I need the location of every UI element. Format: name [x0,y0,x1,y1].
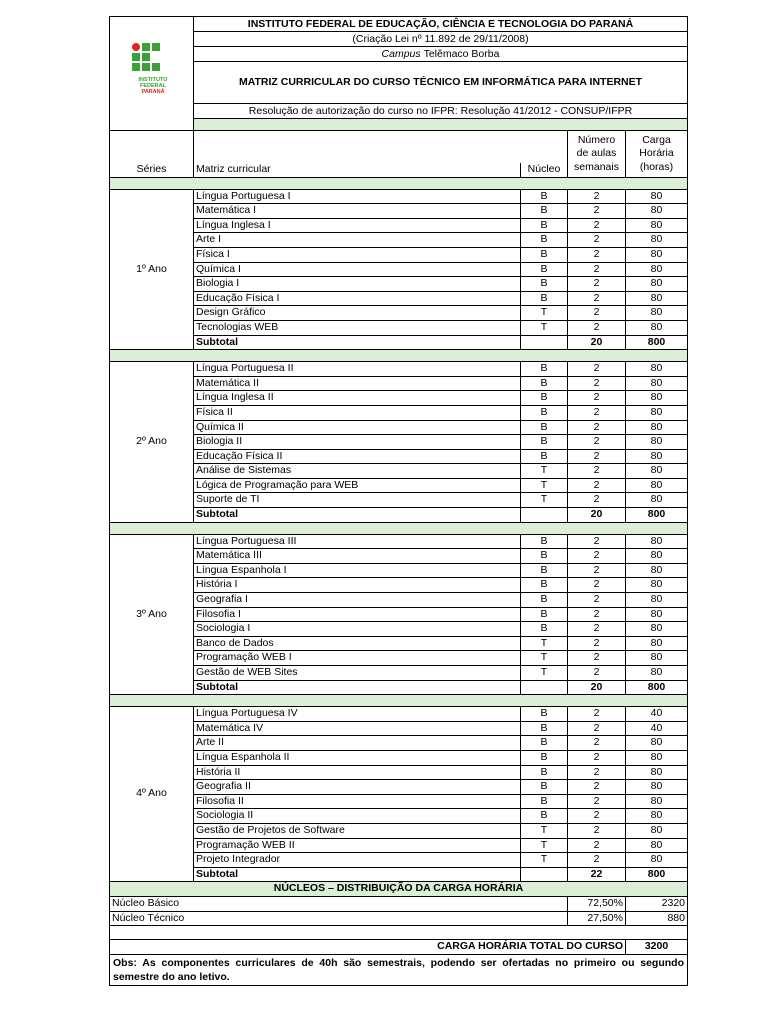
subject-nucleus: B [521,721,568,736]
subject-row [110,622,688,637]
subject-weekly-classes: 2 [568,362,626,377]
subject-hours: 80 [626,277,688,292]
subject-weekly-classes: 2 [568,189,626,204]
subject-weekly-classes: 2 [568,376,626,391]
subtotal-weekly: 20 [568,680,626,695]
subtotal-hours: 800 [626,680,688,695]
subtotal-label: Subtotal [194,680,521,695]
subtotal-weekly: 22 [568,867,626,882]
subject-nucleus: B [521,391,568,406]
subject-row [110,563,688,578]
year-label: 4º Ano [110,707,194,882]
subject-weekly-classes: 2 [568,563,626,578]
subtotal-row [110,680,688,695]
subject-weekly-classes: 2 [568,534,626,549]
subject-name: Programação WEB I [194,651,521,666]
subject-nucleus: T [521,853,568,868]
subject-name: Língua Inglesa I [194,218,521,233]
subject-name: Geografia II [194,780,521,795]
header-band [194,119,688,131]
subject-hours: 80 [626,320,688,335]
subject-row [110,838,688,853]
subject-weekly-classes: 2 [568,765,626,780]
subject-weekly-classes: 2 [568,493,626,508]
subject-weekly-classes: 2 [568,233,626,248]
subject-hours: 80 [626,736,688,751]
subtotal-row [110,867,688,882]
subject-name: Suporte de TI [194,493,521,508]
subject-weekly-classes: 2 [568,636,626,651]
subject-hours: 80 [626,593,688,608]
subject-name: Educação Física I [194,291,521,306]
document-title: MATRIZ CURRICULAR DO CURSO TÉCNICO EM INFORMÁTICA PARA INTERNET [194,62,688,104]
subtotal-label: Subtotal [194,867,521,882]
subject-nucleus: B [521,593,568,608]
subtotal-hours: 800 [626,867,688,882]
subject-name: Arte II [194,736,521,751]
subject-nucleus: T [521,636,568,651]
subject-nucleus: T [521,651,568,666]
distribution-row [110,896,688,911]
subject-nucleus: B [521,549,568,564]
subject-hours: 80 [626,750,688,765]
total-value: 3200 [626,940,688,955]
subject-row [110,493,688,508]
subject-weekly-classes: 2 [568,247,626,262]
subject-row [110,435,688,450]
subject-name: Matemática IV [194,721,521,736]
subject-nucleus: B [521,765,568,780]
col-header-subject: Matriz curricular [194,163,521,177]
subject-weekly-classes: 2 [568,320,626,335]
subject-row [110,549,688,564]
subject-name: História I [194,578,521,593]
subject-name: Sociologia II [194,809,521,824]
distribution-row [110,911,688,926]
subject-hours: 40 [626,721,688,736]
subject-nucleus: T [521,320,568,335]
subject-nucleus: B [521,534,568,549]
subject-hours: 80 [626,838,688,853]
distribution-title: NÚCLEOS – DISTRIBUIÇÃO DA CARGA HORÁRIA [110,882,688,897]
subject-hours: 80 [626,391,688,406]
subject-name: Química II [194,420,521,435]
subject-nucleus: B [521,449,568,464]
distribution-table [109,881,688,985]
subject-nucleus: B [521,262,568,277]
subject-nucleus: B [521,376,568,391]
subject-row [110,189,688,204]
subject-weekly-classes: 2 [568,809,626,824]
subject-row [110,405,688,420]
subject-name: Projeto Integrador [194,853,521,868]
subject-row [110,362,688,377]
subject-hours: 80 [626,578,688,593]
subject-name: Análise de Sistemas [194,464,521,479]
subject-weekly-classes: 2 [568,262,626,277]
subject-hours: 80 [626,607,688,622]
subject-name: Língua Portuguesa I [194,189,521,204]
subject-row [110,750,688,765]
subject-row [110,204,688,219]
subject-row [110,291,688,306]
subject-weekly-classes: 2 [568,622,626,637]
subject-hours: 80 [626,780,688,795]
subject-row [110,607,688,622]
subject-weekly-classes: 2 [568,277,626,292]
subject-nucleus: B [521,218,568,233]
subject-weekly-classes: 2 [568,578,626,593]
year-label: 3º Ano [110,534,194,695]
subject-name: Design Gráfico [194,306,521,321]
creation-law: (Criação Lei nº 11.892 de 29/11/2008) [194,32,688,47]
subject-name: Programação WEB II [194,838,521,853]
subtotal-weekly: 20 [568,508,626,523]
subject-hours: 80 [626,478,688,493]
subject-hours: 80 [626,262,688,277]
subject-nucleus: B [521,578,568,593]
subject-nucleus: B [521,362,568,377]
subject-row [110,247,688,262]
subtotal-label: Subtotal [194,335,521,350]
subject-hours: 80 [626,622,688,637]
subject-row [110,809,688,824]
subtotal-label: Subtotal [194,508,521,523]
subject-row [110,794,688,809]
subject-name: Lógica de Programação para WEB [194,478,521,493]
subject-hours: 80 [626,247,688,262]
subject-name: Filosofia II [194,794,521,809]
subject-row [110,464,688,479]
col-header-hours: Carga Horária (horas) [626,131,688,178]
subject-nucleus: B [521,204,568,219]
subject-weekly-classes: 2 [568,853,626,868]
subject-name: Geografia I [194,593,521,608]
header-table [109,16,688,131]
logo-line-1: INSTITUTO [138,77,168,83]
subject-hours: 80 [626,189,688,204]
subject-weekly-classes: 2 [568,291,626,306]
year-separator-band [110,522,688,534]
subject-name: Física II [194,405,521,420]
subject-nucleus: B [521,435,568,450]
subject-row [110,306,688,321]
subject-name: Física I [194,247,521,262]
subject-name: Gestão de Projetos de Software [194,823,521,838]
subject-weekly-classes: 2 [568,405,626,420]
distribution-hours: 2320 [626,896,688,911]
subject-row [110,721,688,736]
subject-name: Língua Portuguesa IV [194,707,521,722]
subject-name: Química I [194,262,521,277]
obs-note: Obs: As componentes curriculares de 40h são semestrais, podendo ser ofertadas no primeiro ou segundo semestre do ano letivo. [110,954,688,985]
col-header-weekly: Número de aulas semanais [568,131,626,178]
subject-weekly-classes: 2 [568,666,626,681]
subject-weekly-classes: 2 [568,823,626,838]
subject-weekly-classes: 2 [568,736,626,751]
subject-hours: 80 [626,563,688,578]
subject-hours: 40 [626,707,688,722]
campus-name: Telêmaco Borba [423,48,500,60]
subject-nucleus: B [521,189,568,204]
subject-weekly-classes: 2 [568,204,626,219]
subject-row [110,736,688,751]
subject-hours: 80 [626,420,688,435]
campus-label: Campus [381,48,421,60]
subtotal-weekly: 20 [568,335,626,350]
subtotal-hours: 800 [626,335,688,350]
subject-nucleus: B [521,607,568,622]
subject-row [110,651,688,666]
distribution-label: Núcleo Básico [110,896,568,911]
subject-nucleus: B [521,291,568,306]
subject-row [110,391,688,406]
subject-hours: 80 [626,435,688,450]
subject-hours: 80 [626,549,688,564]
subject-row [110,593,688,608]
subject-name: Língua Portuguesa II [194,362,521,377]
subject-hours: 80 [626,233,688,248]
col-header-series: Séries [110,163,194,177]
subject-hours: 80 [626,306,688,321]
subject-name: Biologia II [194,435,521,450]
subject-hours: 80 [626,464,688,479]
subject-nucleus: B [521,563,568,578]
subject-nucleus: B [521,277,568,292]
subject-nucleus: T [521,478,568,493]
subject-weekly-classes: 2 [568,780,626,795]
subject-nucleus: B [521,794,568,809]
subject-hours: 80 [626,493,688,508]
logo-cell [110,17,194,131]
subject-hours: 80 [626,666,688,681]
campus-line [194,47,688,62]
subject-hours: 80 [626,636,688,651]
subject-weekly-classes: 2 [568,721,626,736]
distribution-percent: 72,50% [568,896,626,911]
subject-weekly-classes: 2 [568,306,626,321]
logo-line-2: FEDERAL [140,83,166,89]
year-label: 1º Ano [110,189,194,350]
subject-nucleus: B [521,750,568,765]
subject-nucleus: T [521,666,568,681]
subject-hours: 80 [626,376,688,391]
subject-nucleus: T [521,306,568,321]
subject-name: Biologia I [194,277,521,292]
subject-weekly-classes: 2 [568,464,626,479]
subject-weekly-classes: 2 [568,838,626,853]
subtotal-hours: 800 [626,508,688,523]
subject-row [110,320,688,335]
subject-weekly-classes: 2 [568,651,626,666]
subject-hours: 80 [626,218,688,233]
subject-nucleus: B [521,707,568,722]
year-label: 2º Ano [110,362,194,523]
institute-name: INSTITUTO FEDERAL DE EDUCAÇÃO, CIÊNCIA E TECNOLOGIA DO PARANÁ [194,17,688,32]
subject-nucleus: B [521,405,568,420]
year-separator-band [110,695,688,707]
subject-hours: 80 [626,362,688,377]
subject-weekly-classes: 2 [568,420,626,435]
subject-row [110,780,688,795]
subtotal-empty [521,335,568,350]
subject-nucleus: B [521,736,568,751]
year-separator-band [110,177,688,189]
blank-separator [110,926,688,940]
subtotal-row [110,508,688,523]
subject-nucleus: B [521,780,568,795]
subject-row [110,636,688,651]
subject-nucleus: B [521,233,568,248]
logo-line-3: PARANÁ [141,89,165,95]
subject-hours: 80 [626,809,688,824]
subject-name: Língua Portuguesa III [194,534,521,549]
subject-row [110,765,688,780]
subtotal-empty [521,867,568,882]
year-separator-band [110,350,688,362]
subject-weekly-classes: 2 [568,218,626,233]
resolution-line: Resolução de autorização do curso no IFPR: Resolução 41/2012 - CONSUP/IFPR [194,104,688,119]
subject-row [110,420,688,435]
subject-hours: 80 [626,651,688,666]
subject-row [110,578,688,593]
subject-row [110,262,688,277]
total-label: CARGA HORÁRIA TOTAL DO CURSO [110,940,626,955]
subject-name: Língua Inglesa II [194,391,521,406]
subject-weekly-classes: 2 [568,607,626,622]
subject-hours: 80 [626,204,688,219]
subject-row [110,449,688,464]
subject-weekly-classes: 2 [568,449,626,464]
subject-hours: 80 [626,534,688,549]
subject-hours: 80 [626,765,688,780]
subject-nucleus: B [521,420,568,435]
subject-name: Arte I [194,233,521,248]
subject-row [110,534,688,549]
subject-weekly-classes: 2 [568,435,626,450]
distribution-percent: 27,50% [568,911,626,926]
subject-hours: 80 [626,794,688,809]
subject-row [110,218,688,233]
subject-weekly-classes: 2 [568,478,626,493]
subject-nucleus: T [521,464,568,479]
subject-hours: 80 [626,405,688,420]
subject-name: Banco de Dados [194,636,521,651]
col-header-nucleus: Núcleo [521,163,568,177]
subject-name: Matemática I [194,204,521,219]
subtotal-row [110,335,688,350]
subject-name: Educação Física II [194,449,521,464]
subject-row [110,707,688,722]
subject-name: Gestão de WEB Sites [194,666,521,681]
subject-hours: 80 [626,449,688,464]
subject-weekly-classes: 2 [568,707,626,722]
subject-weekly-classes: 2 [568,391,626,406]
subject-name: Língua Espanhola II [194,750,521,765]
subject-row [110,277,688,292]
subject-nucleus: B [521,809,568,824]
subject-name: Língua Espanhola I [194,563,521,578]
subject-row [110,666,688,681]
subject-name: Tecnologias WEB [194,320,521,335]
distribution-hours: 880 [626,911,688,926]
subject-name: Matemática III [194,549,521,564]
subject-name: Filosofia I [194,607,521,622]
subject-weekly-classes: 2 [568,750,626,765]
distribution-label: Núcleo Técnico [110,911,568,926]
curriculum-table [109,130,688,882]
subject-nucleus: T [521,838,568,853]
subject-nucleus: T [521,493,568,508]
subject-row [110,376,688,391]
subtotal-empty [521,508,568,523]
subject-weekly-classes: 2 [568,549,626,564]
subject-hours: 80 [626,823,688,838]
subject-name: Sociologia I [194,622,521,637]
subject-weekly-classes: 2 [568,794,626,809]
subject-name: Matemática II [194,376,521,391]
subject-hours: 80 [626,291,688,306]
subject-nucleus: B [521,247,568,262]
subject-row [110,823,688,838]
subject-nucleus: T [521,823,568,838]
subject-nucleus: B [521,622,568,637]
subtotal-empty [521,680,568,695]
subject-row [110,478,688,493]
curriculum-document [109,16,687,986]
subject-row [110,233,688,248]
subject-hours: 80 [626,853,688,868]
subject-name: História II [194,765,521,780]
subject-row [110,853,688,868]
subject-weekly-classes: 2 [568,593,626,608]
